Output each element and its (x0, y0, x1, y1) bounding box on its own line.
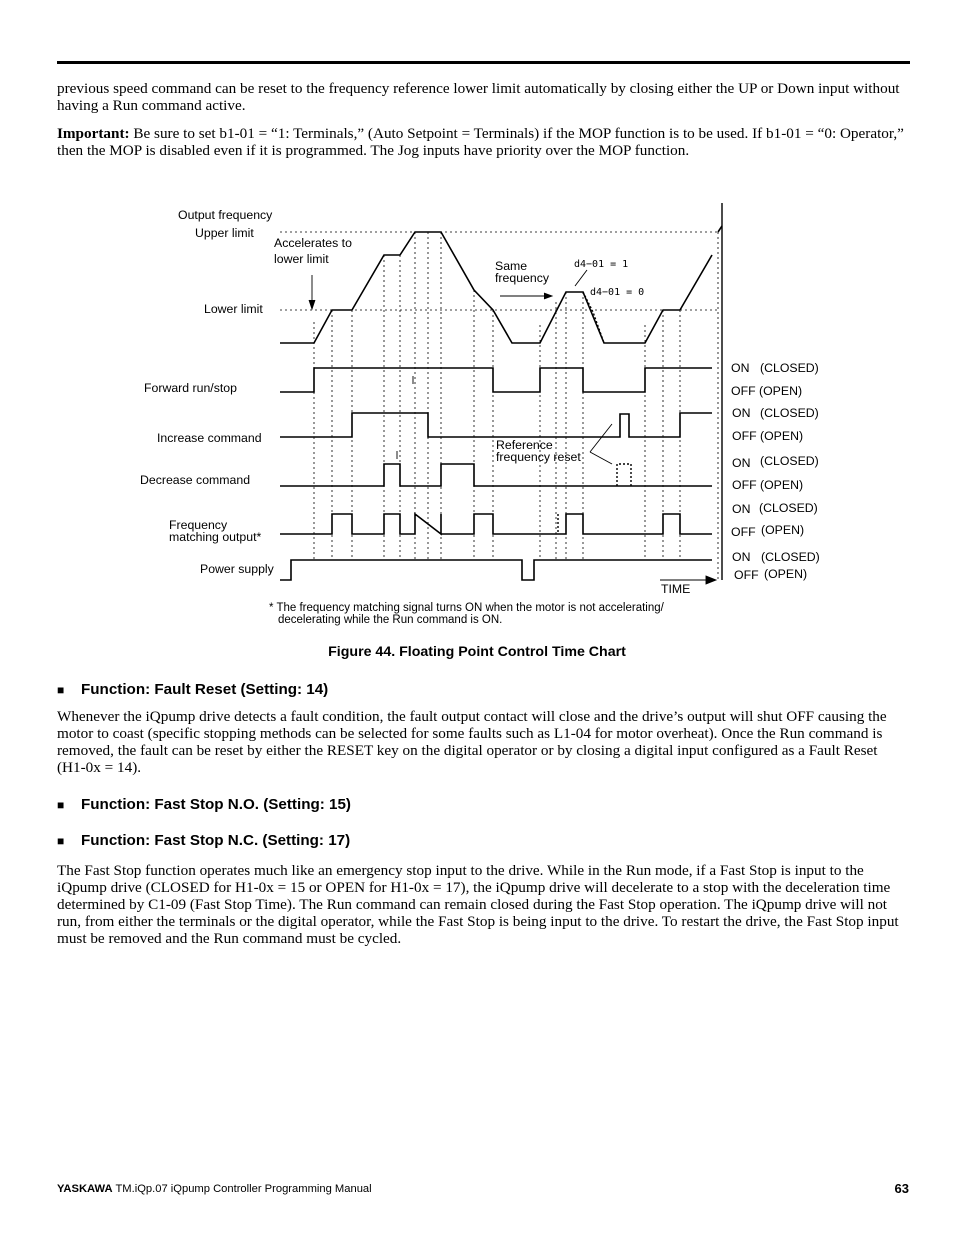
increase-command-waveform (280, 413, 712, 437)
reference-reset-dashed-pulse (617, 464, 631, 486)
matching-off-state: (OPEN) (761, 523, 805, 537)
power-supply-waveform (280, 560, 712, 580)
important-text: Be sure to set b1-01 = “1: Terminals,” (Auto Setpoint = Terminals) if the MOP function is to be used. If b1-01 = “0: Operator,” then the MOP is disabled even if it is programmed. The Jog inputs have priority over the MOP function. (57, 125, 904, 159)
frequency-matching-waveform (280, 514, 712, 534)
power-on-state: (CLOSED) (761, 550, 820, 564)
same-frequency-label-1: Same (495, 259, 528, 273)
increase-off-label: OFF (OPEN) (732, 429, 804, 443)
accelerates-label-1: Accelerates to (274, 236, 352, 250)
time-label: TIME (661, 582, 691, 596)
frequency-matching-label-1: Frequency (169, 518, 228, 532)
footnote-line-1: * The frequency matching signal turns ON when the motor is not accelerating/ (269, 602, 664, 614)
footer (57, 1183, 372, 1195)
power-on-label: ON (732, 550, 751, 564)
d4-01-eq-1-arrow (575, 270, 587, 286)
decrease-off-label: OFF (OPEN) (732, 478, 804, 492)
important-paragraph (57, 125, 909, 159)
bullet-square-icon: ■ (57, 683, 65, 697)
header-rule (57, 61, 910, 64)
output-frequency-label: Output frequency (178, 208, 273, 222)
power-off-state: (OPEN) (764, 567, 808, 581)
power-off-label: OFF (734, 568, 759, 582)
reference-arrow-down (590, 452, 612, 464)
fast-stop-no-heading-text: Function: Fast Stop N.O. (Setting: 15) (81, 796, 351, 813)
power-supply-label: Power supply (200, 562, 274, 576)
forward-run-waveform (280, 368, 712, 392)
fast-stop-no-heading (57, 796, 351, 813)
frequency-matching-label-2: matching output* (169, 530, 262, 544)
increase-on-state: (CLOSED) (760, 406, 819, 420)
decrease-on-state: (CLOSED) (760, 454, 819, 468)
intro-paragraph: previous speed command can be reset to the frequency reference lower limit automatically by closing either the UP or Down input without having a Run command active. (57, 80, 900, 114)
time-arrow-icon (706, 576, 716, 584)
upper-limit-label: Upper limit (195, 226, 254, 240)
footer-manual-title: TM.iQp.07 iQpump Controller Programming Manual (112, 1183, 372, 1195)
accelerates-label-2: lower limit (274, 252, 329, 266)
fault-reset-paragraph: Whenever the iQpump drive detects a fault condition, the fault output contact will close and the drive’s output will shut OFF causing the motor to coast (specific stopping methods can be selected for some faults such as L1-04 for motor overheat). Once the Run command is removed, the fault can be reset by either the RESET key on the digital operator or by closing a digital input configured as a Fault Reset (H1-0x = 14). (57, 708, 887, 776)
matching-on-label: ON (732, 502, 751, 516)
fault-reset-heading (57, 681, 328, 698)
reference-label-2: frequency reset (496, 450, 581, 464)
decrease-command-label: Decrease command (140, 473, 251, 487)
decrease-command-waveform (280, 464, 712, 486)
fast-stop-nc-heading (57, 832, 350, 849)
page-number: 63 (894, 1181, 909, 1196)
d4-01-eq-0-label: d4−01 = 0 (590, 287, 645, 298)
increase-command-label: Increase command (157, 431, 262, 445)
forward-on-label: ON (731, 361, 750, 375)
lower-limit-label: Lower limit (204, 302, 263, 316)
reference-arrow-up (590, 424, 612, 452)
time-chart (0, 190, 954, 630)
decrease-on-label: ON (732, 456, 751, 470)
matching-off-label: OFF (731, 525, 756, 539)
important-label: Important: (57, 125, 130, 142)
fast-stop-nc-heading-text: Function: Fast Stop N.C. (Setting: 17) (81, 832, 351, 849)
forward-on-state: (CLOSED) (760, 361, 819, 375)
footer-brand: YASKAWA (57, 1183, 113, 1195)
matching-on-state: (CLOSED) (759, 501, 818, 515)
footnote-line-2: decelerating while the Run command is ON. (278, 614, 503, 626)
increase-on-label: ON (732, 406, 751, 420)
bullet-square-icon: ■ (57, 834, 65, 848)
reference-label-1: Reference (496, 438, 553, 452)
fault-reset-heading-text: Function: Fault Reset (Setting: 14) (81, 681, 329, 698)
forward-run-label: Forward run/stop (144, 381, 237, 395)
same-frequency-label-2: frequency (495, 271, 550, 285)
figure-caption: Figure 44. Floating Point Control Time Chart (328, 644, 626, 660)
forward-off-label: OFF (OPEN) (731, 384, 803, 398)
fast-stop-paragraph: The Fast Stop function operates much like an emergency stop input to the drive. While in the Run mode, if a Fast Stop is input to the iQpump drive (CLOSED for H1-0x = 15 or OPEN for H1-0x = 17), the iQpump drive will decelerate to a stop with the deceleration time determined by C1-09 (Fast Stop Time). The Run command can remain closed during the Fast Stop operation. The iQpump drive will not run, from either the terminals or the digital operator, while the Fast Stop is being input to the drive. To restart the drive, the Fast Stop input must be removed and the Run command must be cycled. (57, 862, 899, 947)
d4-01-eq-1-label: d4−01 = 1 (574, 259, 629, 270)
bullet-square-icon: ■ (57, 798, 65, 812)
